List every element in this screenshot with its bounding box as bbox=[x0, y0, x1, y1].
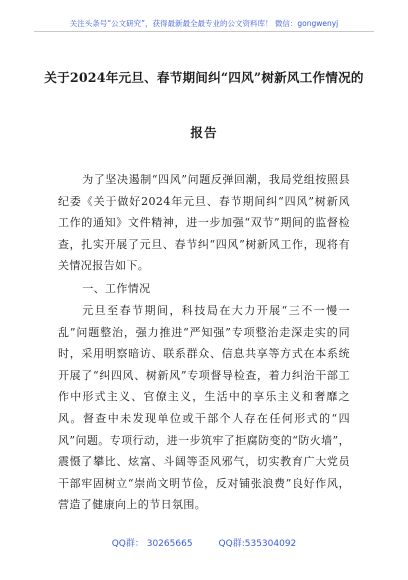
intro-paragraph: 为了坚决遏制“四风”问题反弹回潮，我局党组按照县纪委《关于做好2024年元旦、春节期间纠“四风”树新风工作的通知》文件精神，进一步加强“双节”期间的监督检查，扎实开展了元旦、春节纠“四风”树新风工作，现将有关情况报告如下。 bbox=[58, 173, 350, 273]
footer-qq-group-1: QQ群： 30265665 bbox=[111, 539, 193, 549]
section-heading: 一、工作情况 bbox=[82, 282, 151, 295]
document-title: 关于2024年元旦、春节期间纠“四风”树新风工作情况的 bbox=[44, 70, 364, 85]
document-subtitle: 报告 bbox=[190, 125, 218, 140]
header-banner: 关注头条号“公文研究”，获得最新最全最专业的公文资料库！ 微信：gongwenyj bbox=[69, 19, 339, 28]
body-paragraph: 元旦至春节期间，科技局在大力开展“三不一慢一乱”问题整治，强力推进“严知强”专项整治走深走实的同时，采用明察暗访、联系群众、信息共享等方式在本系统开展了“纠四风、树新风”专项督导检查，着力纠治干部工作中形式主义、官僚主义，生活中的享乐主义和奢靡之风。督查中未发现单位或干部个人存在任何形式的“四风”问题。专项行动，进一步筑牢了拒腐防变的“防火墙”，震慑了攀比、炫富、斗阔等歪风邪气，切实教育广大党员干部牢固树立“崇尚文明节俭，反对铺张浪费”良好作风，营造了健康向上的节日氛围。 bbox=[58, 304, 350, 512]
footer-contact bbox=[0, 536, 408, 549]
footer-qq-group-2: QQ群:535304092 bbox=[218, 539, 297, 549]
header-divider bbox=[34, 31, 374, 32]
